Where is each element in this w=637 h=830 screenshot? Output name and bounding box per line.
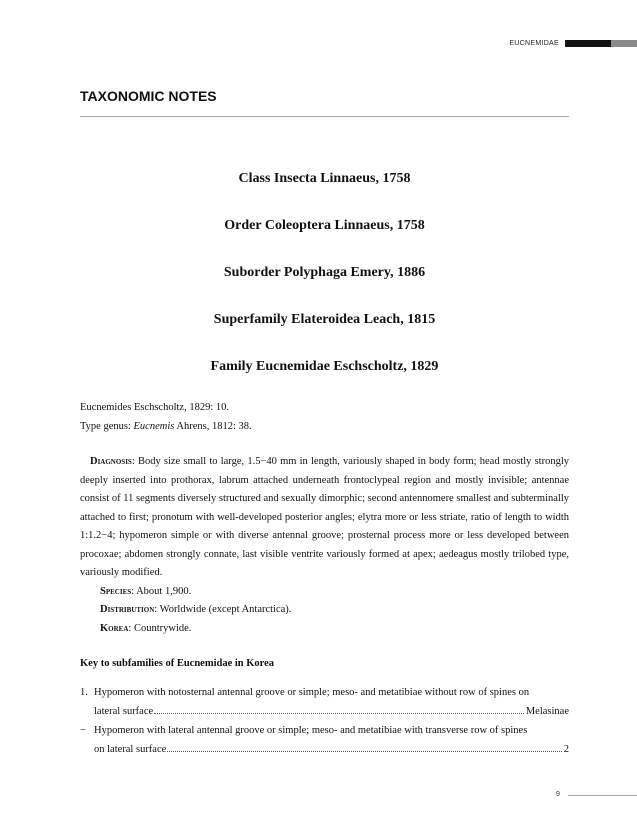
species-paragraph [80,583,569,602]
synonymy-line: Eucnemides Eschscholtz, 1829: 10. [80,402,230,413]
distribution-paragraph [80,601,569,620]
couplet-lead-row [94,702,569,721]
couplet-result: 2 [563,744,569,755]
diagnosis-text: : Body size small to large, 1.5−40 mm in length, variously shaped in body form; head mostly strongly deeply inserted into prothorax, labrum attached underneath frontoclypeal region and mostly invisible; antennae consist of 11 segments diversely structured and sexually dimorphic; second antennomere smallest and subterminally attached to first; pronotum with well-developed posterior angles; elytra more or less striate, ratio of length to width 1:1.2−4; hypomeron simple or with diverse antennal groove; prosternal process more or less developed between procoxae; abdomen strongly connate, last visible ventrite variously formed at apex; aedeagus mostly trilobed type, variously modified. [80,456,569,578]
title-rule [80,116,569,117]
korea-paragraph [80,620,569,639]
type-genus-line [80,418,569,437]
key-couplet [80,721,569,759]
couplet-lead-row [94,740,569,759]
diagnosis-block [80,453,569,638]
species-label: Species [100,585,132,597]
couplet-body [94,721,569,759]
diagnosis-paragraph [80,453,569,583]
running-head-bar-grey [611,40,637,47]
section-title: TAXONOMIC NOTES [80,88,217,104]
key-heading: Key to subfamilies of Eucnemidae in Korea [80,658,275,669]
type-genus-prefix: Type genus: [80,420,134,432]
species-text: : About 1,900. [131,585,192,597]
diagnosis-label: Diagnosis [90,456,132,467]
couplet-line: Hypomeron with lateral antennal groove or simple; meso- and metatibiae with transverse row of spines [94,725,528,736]
running-head [509,38,637,48]
distribution-text: : Worldwide (except Antarctica). [154,604,292,615]
taxon-order: Order Coleoptera Linnaeus, 1758 [224,218,425,233]
type-genus-author: Ahrens, 1812: 38. [174,420,252,432]
couplet-result: Melasinae [525,706,569,717]
couplet-line: Hypomeron with notosternal antennal groove or simple; meso- and metatibiae without row of spines on [94,687,530,698]
page-number: 9 [556,791,560,798]
type-genus-name: Eucnemis [133,420,175,432]
couplet-line-end: on lateral surface [94,744,167,755]
taxon-class: Class Insecta Linnaeus, 1758 [238,171,411,186]
key-couplet [80,683,569,721]
korea-text: : Countrywide. [128,622,192,634]
running-head-label: EUCNEMIDAE [509,39,559,47]
distribution-label: Distribution [100,604,155,615]
synonymy [80,399,569,436]
taxon-family: Family Eucnemidae Eschscholtz, 1829 [210,359,439,374]
leader-dots [154,713,524,714]
couplet-number: 1. [80,687,88,698]
taxon-suborder: Suborder Polyphaga Emery, 1886 [223,265,426,280]
leader-dots [167,751,561,752]
taxon-superfamily: Superfamily Elateroidea Leach, 1815 [213,312,436,327]
couplet-line-end: lateral surface [94,706,154,717]
couplet-body [94,683,569,721]
couplet-number: − [80,725,86,736]
footer-rule [568,795,637,796]
running-head-bar-dark [565,40,611,47]
korea-label: Korea [100,622,129,634]
